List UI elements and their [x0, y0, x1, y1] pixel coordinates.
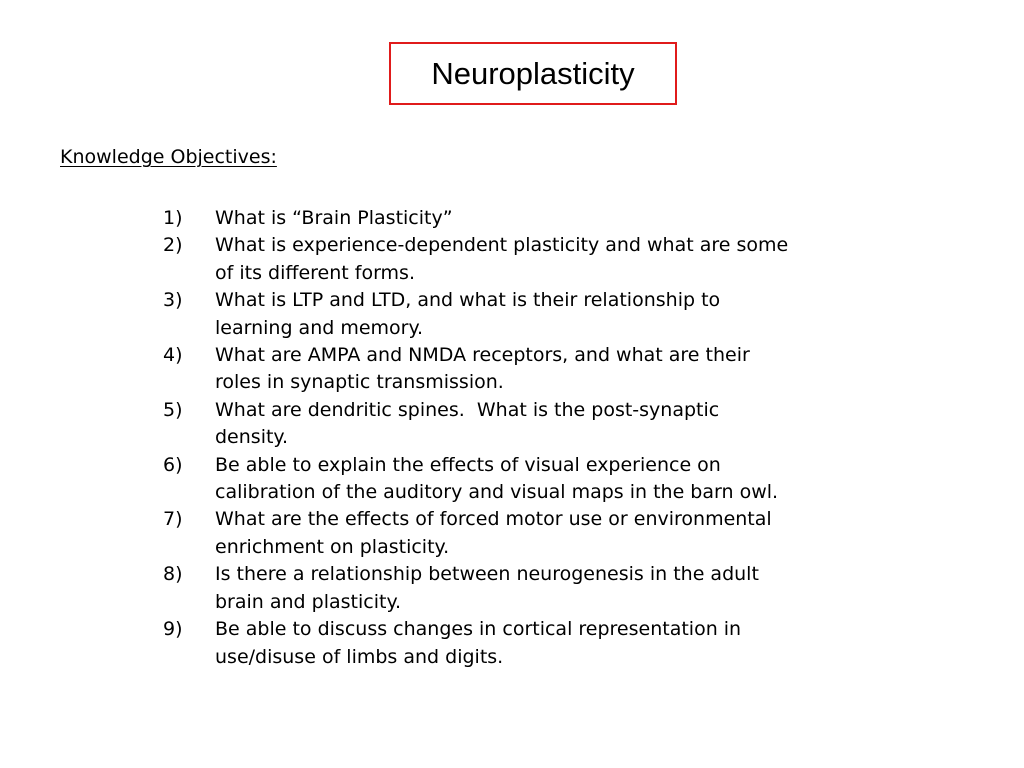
objective-line: learning and memory. [215, 316, 424, 339]
objective-line: density. [215, 426, 288, 449]
objective-number: 9) [163, 618, 183, 641]
objective-item [163, 616, 923, 671]
objective-line: What is “Brain Plasticity” [215, 207, 453, 229]
objective-item [163, 287, 923, 342]
objective-number: 2) [163, 234, 183, 257]
objective-line: use/disuse of limbs and digits. [215, 645, 504, 668]
title-box [389, 42, 677, 105]
objective-item [163, 397, 923, 452]
objective-number: 6) [163, 453, 183, 476]
objective-item [163, 232, 923, 287]
objective-number: 8) [163, 563, 183, 586]
section-heading: Knowledge Objectives: [60, 146, 277, 168]
objective-text [215, 397, 923, 452]
objective-text [215, 205, 923, 232]
objective-text [215, 287, 923, 342]
objective-text [215, 232, 923, 287]
objective-item [163, 506, 923, 561]
page-title: Neuroplasticity [431, 56, 635, 91]
objective-line: What are the effects of forced motor use or environmental [215, 508, 772, 531]
objective-line: What are AMPA and NMDA receptors, and what are their [215, 344, 750, 367]
objective-text [215, 506, 923, 561]
objective-item [163, 452, 923, 507]
objective-number: 3) [163, 289, 183, 312]
objective-number: 7) [163, 508, 183, 531]
objective-line: What is experience-dependent plasticity and what are some [215, 234, 789, 257]
objective-line: of its different forms. [215, 261, 415, 284]
objective-text [215, 452, 923, 507]
objective-line: Is there a relationship between neurogenesis in the adult [215, 563, 759, 586]
objective-number: 1) [163, 207, 183, 229]
objective-text [215, 616, 923, 671]
objective-number: 5) [163, 398, 183, 421]
objective-line: What are dendritic spines. What is the post-synaptic [215, 398, 720, 421]
objective-line: calibration of the auditory and visual maps in the barn owl. [215, 481, 779, 504]
objective-line: brain and plasticity. [215, 590, 402, 613]
objective-item [163, 205, 923, 232]
objective-line: Be able to discuss changes in cortical representation in [215, 618, 742, 641]
objective-line: enrichment on plasticity. [215, 535, 450, 558]
objective-text [215, 561, 923, 616]
objective-item [163, 342, 923, 397]
objective-item [163, 561, 923, 616]
objectives-list [163, 205, 923, 671]
objective-line: What is LTP and LTD, and what is their relationship to [215, 289, 721, 312]
objective-text [215, 342, 923, 397]
objective-line: Be able to explain the effects of visual experience on [215, 453, 721, 476]
objective-line: roles in synaptic transmission. [215, 371, 504, 394]
objective-number: 4) [163, 344, 183, 367]
